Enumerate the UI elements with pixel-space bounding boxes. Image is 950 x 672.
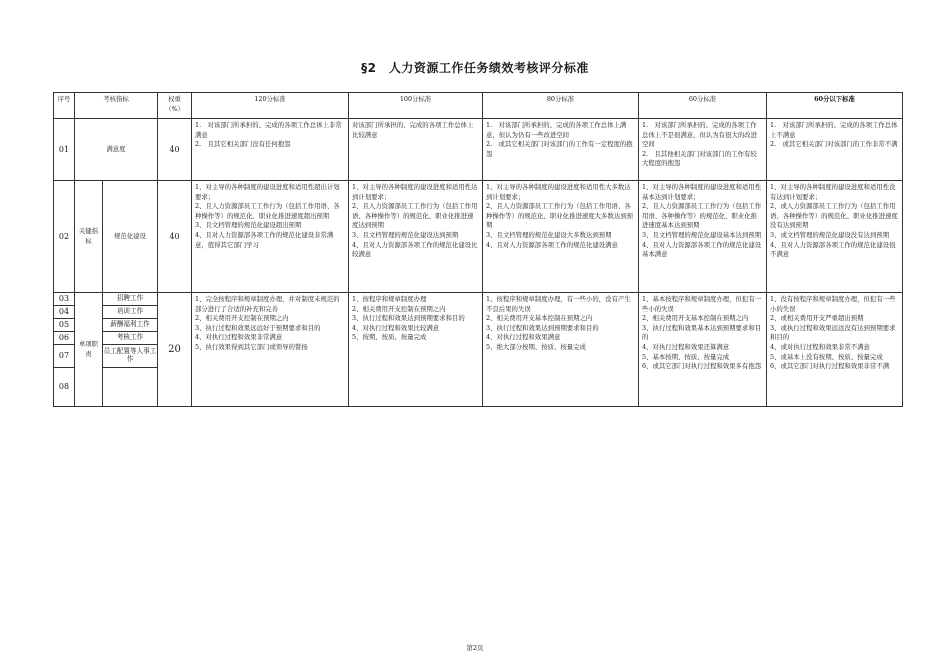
evaluation-table bbox=[53, 92, 903, 407]
row-seq: 01 bbox=[54, 119, 75, 181]
row-indicator: 满意度 bbox=[75, 119, 158, 181]
subitem-staffing: 员工配置等人事工作 bbox=[103, 345, 157, 368]
row-weight: 20 bbox=[158, 293, 192, 407]
subitem-empty bbox=[103, 368, 157, 406]
criteria-below-60: 1、没有按程序和规章制度办理，但犯有一些小的失误 2、或相关费用开支严重超出预期 3、或执行过程和效果远远没有达到预期要求和目的 4、或对执行过程和效果非常不满意 5、或基本上没有按期、按质、按量完成 6、或其它部门对执行过程和效果非常不满 bbox=[767, 293, 903, 407]
header-row bbox=[54, 93, 903, 119]
header-120: 120分标准 bbox=[192, 93, 349, 119]
page-title: §2 人力资源工作任务绩效考核评分标准 bbox=[361, 61, 589, 75]
header-60: 60分标准 bbox=[639, 93, 767, 119]
criteria-60: 1、基本按程序和规章制度办理，但犯有一些小的失误 2、相关费用开支基本控制在预期之内 3、执行过程和效果基本达到预期要求和目的 4、对执行过程和效果还算满意 5、基本按期、按质、按量完成 6、或其它部门对执行过程和效果多有抱怨 bbox=[639, 293, 767, 407]
criteria-60: 1. 对该部门所承担的、完成的各项工作总体上不是很满意，但认为有很大的改进空间 2. 且其他相关部门对该部门的工作有较大程度的抱怨 bbox=[639, 119, 767, 181]
criteria-below-60: 1. 对该部门所承担的、完成的各项工作总体上不满意 2. 或其它相关部门对该部门的工作非常不满 bbox=[767, 119, 903, 181]
row-indicator: 规范化建设 bbox=[103, 181, 158, 293]
row-group: 关键指标 bbox=[75, 181, 103, 293]
row-subitems bbox=[103, 293, 158, 407]
row-seq: 02 bbox=[54, 181, 75, 293]
table-row-standardization bbox=[54, 181, 903, 293]
criteria-120: 1. 对该部门所承担的、完成的各项工作总体上非常满意 2. 且其它相关部门没有任何抱怨 bbox=[192, 119, 349, 181]
header-100: 100分标准 bbox=[349, 93, 483, 119]
header-below-60: 60分以下标准 bbox=[767, 93, 903, 119]
criteria-60: 1、对主导的各种制度的建设进度和适用性基本达到计划要求； 2、且人力资源部员工工作行为（包括工作用语、各种操作等）的规范化、职业化推进速度基本达到预期 3、且文档管理的规范化建设基本达到预期 4、且对人力资源部各项工作的规范化建设基本满意 bbox=[639, 181, 767, 293]
table-row-duties bbox=[54, 293, 903, 407]
seq-04: 04 bbox=[54, 306, 74, 319]
seq-06: 06 bbox=[54, 332, 74, 345]
subitem-recruitment: 招聘工作 bbox=[103, 293, 157, 306]
subitem-training: 培训工作 bbox=[103, 306, 157, 319]
criteria-100: 1、对主导的各种制度的建设进度和适用性达到计划要求； 2、且人力资源部员工工作行为（包括工作用语、各种操作等）的规范化、职业化推进速度达到预期 3、且文档管理的规范化建设达到预期 4、且对人力资源部各项工作的规范化建设比较满意 bbox=[349, 181, 483, 293]
subitem-appraisal: 考核工作 bbox=[103, 332, 157, 345]
header-seq: 序号 bbox=[54, 93, 75, 119]
criteria-80: 1、按程序和规章制度办理，有一些小的，没有产生不良后果的失误 2、相关费用开支基本控制在预期之内 3、执行过程和效果达到预期要求和目的 4、对执行过程和效果满意 5、绝大部分按期、按质、按量完成 bbox=[483, 293, 639, 407]
table-row-satisfaction bbox=[54, 119, 903, 181]
seq-07: 07 bbox=[54, 345, 74, 368]
criteria-120: 1、完全按程序和规章制度办理，并对制度未规范的部分进行了合适的补充和完善 2、相关费用开支控制在预期之内 3、执行过程和效果远远好于预期要求和目的 4、对执行过程和效果非常满意 5、执行效果得到其它部门或领导的赞扬 bbox=[192, 293, 349, 407]
seq-05: 05 bbox=[54, 319, 74, 332]
criteria-100: 1、按程序和规章制度办理 2、相关费用开支控制在预期之内 3、执行过程和效果达到预期要求和目的 4、对执行过程和效果比较满意 5、按期、按质、按量完成 bbox=[349, 293, 483, 407]
page-number: 第2页 bbox=[466, 644, 484, 652]
row-seq-stack bbox=[54, 293, 75, 407]
row-weight: 40 bbox=[158, 181, 192, 293]
criteria-below-60: 1、对主导的各种制度的建设进度和适用性没有达到计划要求； 2、或人力资源部员工工作行为（包括工作用语、各种操作等）的规范化、职业化推进速度没有达到预期 3、或文档管理的规范化建设没有达到预期 4、且对人力资源部各项工作的规范化建设很不满意 bbox=[767, 181, 903, 293]
seq-08: 08 bbox=[58, 382, 70, 392]
criteria-100: 对该部门所承担的、完成的各项工作总体上比较满意 bbox=[349, 119, 483, 181]
header-indicator: 考核指标 bbox=[75, 93, 158, 119]
seq-03: 03 bbox=[54, 293, 74, 306]
header-weight: 权重（%） bbox=[158, 93, 192, 119]
header-80: 80分标准 bbox=[483, 93, 639, 119]
row-group: 单项职责 bbox=[75, 293, 103, 407]
subitem-compensation: 薪酬福利工作 bbox=[103, 319, 157, 332]
criteria-80: 1. 对该部门所承担的、完成的各项工作总体上满意，但认为仍有一些改进空间 2. 或其它相关部门对该部门的工作有一定程度的抱怨 bbox=[483, 119, 639, 181]
criteria-80: 1、对主导的各种制度的建设进度和适用性大多数达到计划要求； 2、且人力资源部员工工作行为（包括工作用语、各种操作等）的规范化、职业化推进速度大多数达到预期 3、且文档管理的规范化建设大多数达到预期 4、且对人力资源部各项工作的规范化建设满意 bbox=[483, 181, 639, 293]
row-weight: 40 bbox=[158, 119, 192, 181]
criteria-120: 1、对主导的各种制度的建设进度和适用性超出计划要求； 2、且人力资源部员工工作行为（包括工作用语、各种操作等）的规范化、职业化推进速度超出预期 3、且文档管理的规范化建设超出预期 4、且对人力资源部各项工作的规范化建设非常满意，值得其它部门学习 bbox=[192, 181, 349, 293]
